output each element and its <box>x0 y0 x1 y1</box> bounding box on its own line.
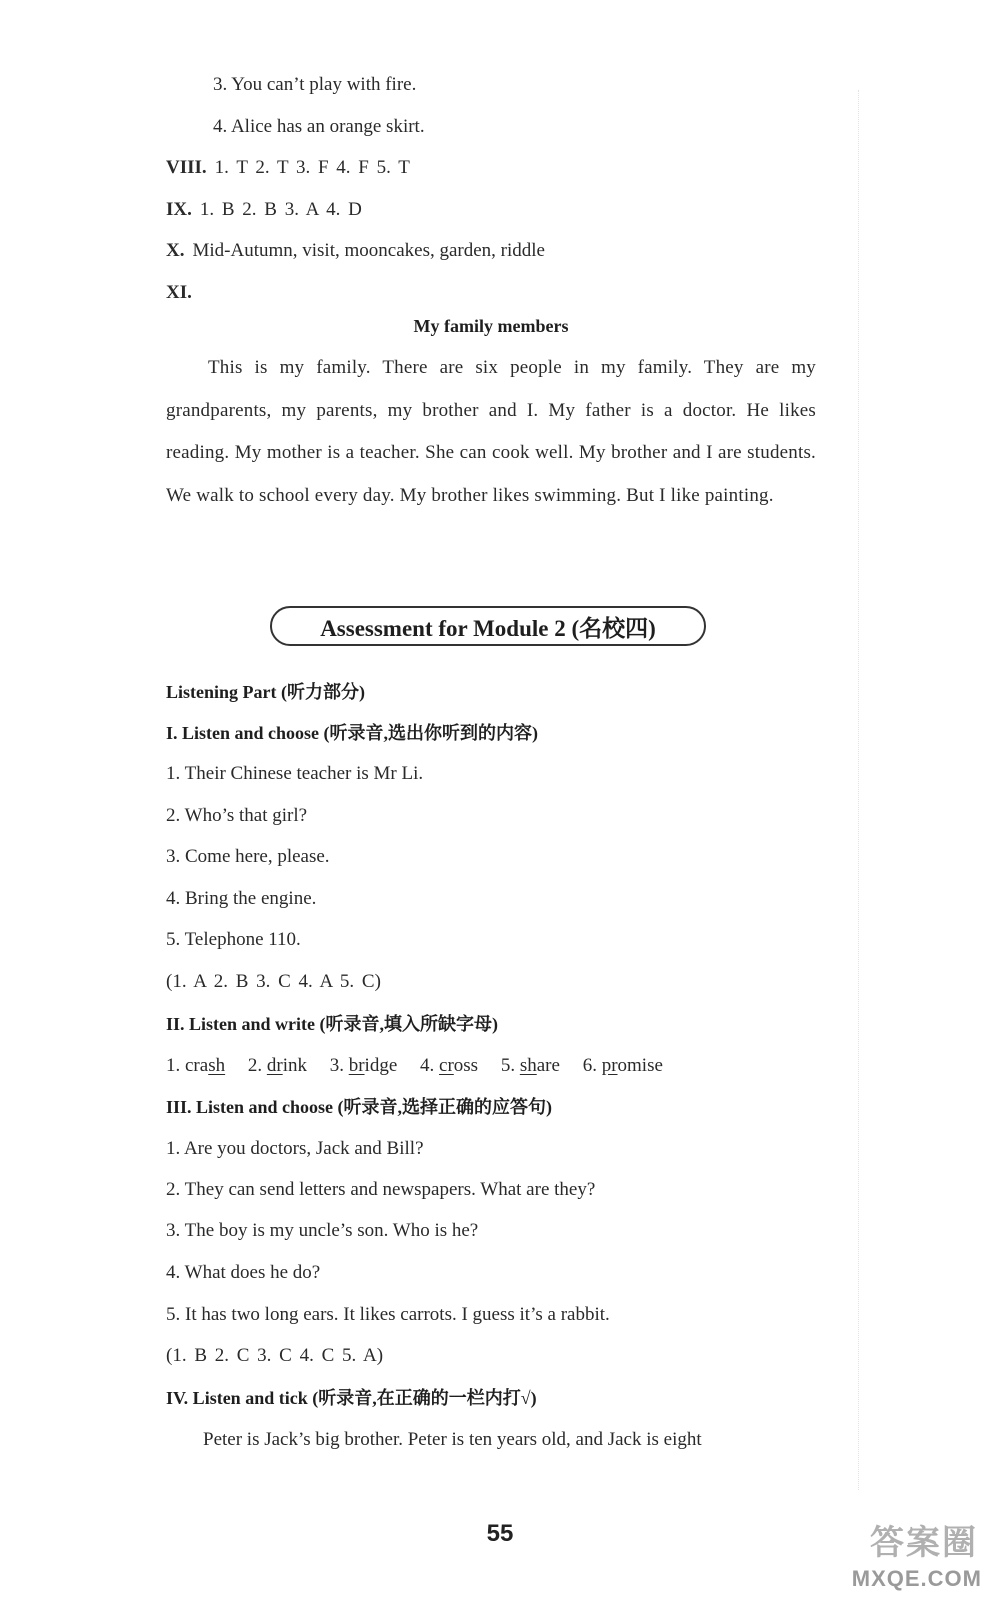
part1-item-4: 4. Bring the engine. <box>166 888 317 909</box>
section-x-answers: Mid-Autumn, visit, mooncakes, garden, riddle <box>192 240 545 261</box>
section-ix <box>166 197 816 223</box>
part2-heading: II. Listen and write (听录音,填入所缺字母) <box>166 1014 498 1034</box>
part3-item-1: 1. Are you doctors, Jack and Bill? <box>166 1138 424 1159</box>
part3-item-5: 5. It has two long ears. It likes carrots. I guess it’s a rabbit. <box>166 1304 610 1325</box>
module-banner: Assessment for Module 2 (名校四) <box>270 606 706 646</box>
part3-item-2: 2. They can send letters and newspapers. What are they? <box>166 1179 596 1200</box>
section-viii-label: VIII. <box>166 157 207 178</box>
answer-line-4: 4. Alice has an orange skirt. <box>213 116 425 137</box>
section-xi <box>166 280 816 306</box>
section-x <box>166 238 816 264</box>
part2-word-4: 4. cross <box>420 1055 479 1076</box>
part1-item-5: 5. Telephone 110. <box>166 929 301 950</box>
essay-body: This is my family. There are six people in my family. They are my grandparents, my parents, my brother and I. My father is a doctor. He likes reading. My mother is a teacher. She can cook well. My brother and I are students. We walk to school every day. My brother likes swimming. But I like painting. <box>166 357 816 506</box>
essay-title: My family members <box>413 316 569 336</box>
part1-item-1: 1. Their Chinese teacher is Mr Li. <box>166 763 424 784</box>
part2-word-5: 5. share <box>500 1055 560 1076</box>
part2-word-1: 1. crash <box>166 1055 226 1076</box>
part2-word-3: 3. bridge <box>329 1055 398 1076</box>
part3-item-3: 3. The boy is my uncle’s son. Who is he? <box>166 1220 479 1241</box>
part4-text: Peter is Jack’s big brother. Peter is ten years old, and Jack is eight <box>203 1429 702 1450</box>
section-xi-label: XI. <box>166 282 192 303</box>
part3-item-4: 4. What does he do? <box>166 1262 321 1283</box>
section-ix-answers: 1. B 2. B 3. A 4. D <box>199 199 362 220</box>
part2-word-2: 2. drink <box>247 1055 307 1076</box>
part1-item-3: 3. Come here, please. <box>166 846 330 867</box>
section-ix-label: IX. <box>166 199 192 220</box>
part2-words <box>166 1053 816 1079</box>
section-x-label: X. <box>166 240 185 261</box>
watermark-logo: 答案圈 <box>870 1523 978 1563</box>
section-viii-answers: 1. T 2. T 3. F 4. F 5. T <box>214 157 410 178</box>
part1-heading: I. Listen and choose (听录音,选出你听到的内容) <box>166 723 539 743</box>
part1-item-2: 2. Who’s that girl? <box>166 805 308 826</box>
part1-answers: (1. A 2. B 3. C 4. A 5. C) <box>166 971 381 992</box>
watermark-url: MXQE.COM <box>851 1566 982 1591</box>
listening-part-heading: Listening Part (听力部分) <box>166 682 365 702</box>
part3-answers: (1. B 2. C 3. C 4. C 5. A) <box>166 1345 384 1366</box>
section-viii <box>166 155 816 181</box>
part3-heading: III. Listen and choose (听录音,选择正确的应答句) <box>166 1097 553 1117</box>
answer-line-3: 3. You can’t play with fire. <box>213 74 417 95</box>
part2-word-6: 6. promise <box>582 1055 663 1076</box>
part4-heading: IV. Listen and tick (听录音,在正确的一栏内打√) <box>166 1388 537 1408</box>
page-number: 55 <box>486 1520 514 1547</box>
scan-edge-line <box>858 90 859 1490</box>
